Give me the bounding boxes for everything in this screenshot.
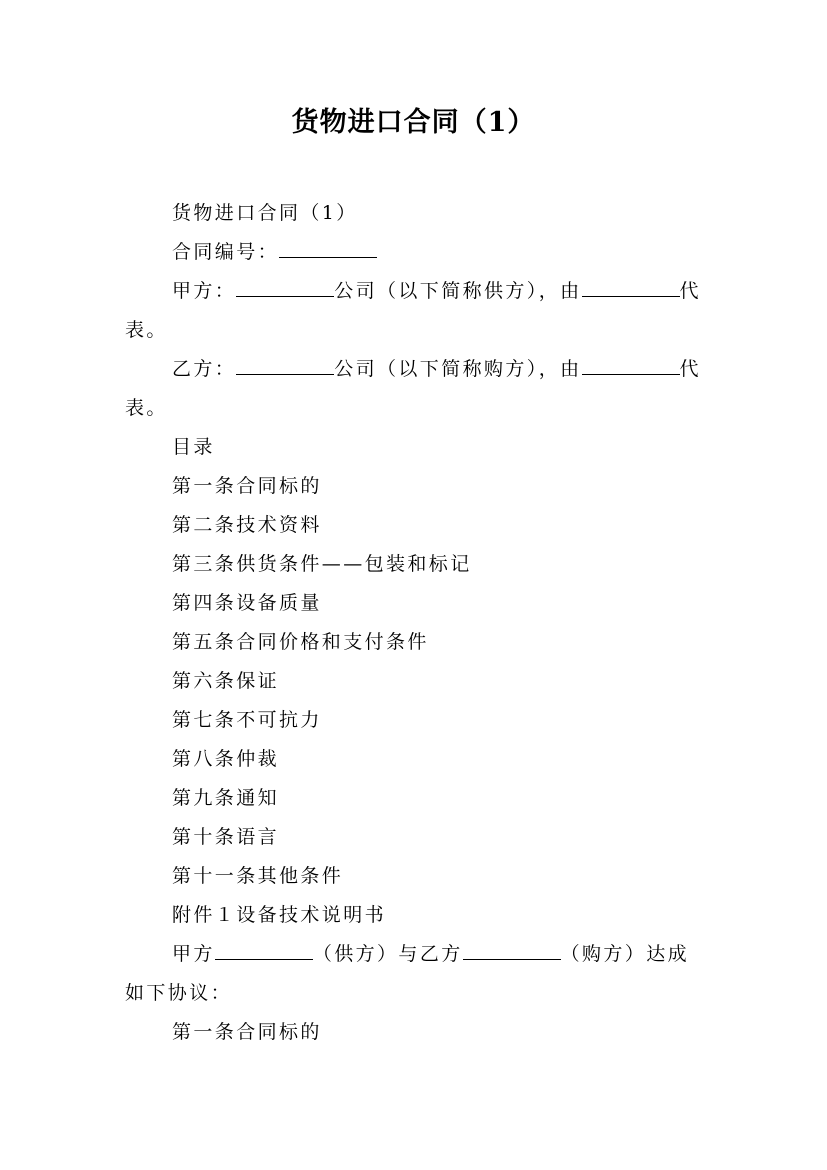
party-b-representative-blank (582, 358, 680, 375)
party-b-tail: 代表。 (125, 358, 701, 419)
toc-item: 第五条合同价格和支付条件 (172, 631, 429, 653)
toc-item: 第一条合同标的 (172, 475, 322, 497)
document-body (125, 194, 705, 1052)
toc-item: 第十一条其他条件 (172, 865, 344, 887)
toc-item: 第八条仲裁 (172, 748, 280, 770)
party-b-text: 公司（以下简称购方），由 (334, 358, 582, 380)
toc-item: 第六条保证 (172, 670, 280, 692)
toc-item: 第三条供货条件——包装和标记 (172, 553, 472, 575)
toc-item: 第十条语言 (172, 826, 280, 848)
paragraph-party-b (125, 350, 705, 428)
agreement-lead: 甲方 (172, 943, 215, 965)
contract-number-label: 合同编号： (172, 241, 280, 263)
paragraph-agreement (125, 935, 705, 1013)
supplier-blank (215, 943, 313, 960)
party-a-company-blank (236, 280, 334, 297)
paragraph-party-a (125, 272, 705, 350)
contract-number-blank (279, 241, 377, 258)
party-b-company-blank (236, 358, 334, 375)
toc-item: 附件１设备技术说明书 (172, 904, 387, 926)
buyer-blank (463, 943, 561, 960)
party-a-text: 公司（以下简称供方），由 (334, 280, 582, 302)
party-b-label: 乙方： (172, 358, 237, 380)
document-title: 货物进口合同（1） (291, 107, 536, 138)
paragraph-heading: 货物进口合同（1） (172, 202, 358, 224)
toc-item: 第四条设备质量 (172, 592, 322, 614)
party-a-representative-blank (582, 280, 680, 297)
toc-item: 第七条不可抗力 (172, 709, 322, 731)
party-a-tail: 代表。 (125, 280, 701, 341)
toc-heading: 目录 (172, 436, 215, 458)
toc-item: 第九条通知 (172, 787, 280, 809)
section-heading: 第一条合同标的 (172, 1021, 322, 1043)
agreement-tail: （购方）达成如下协议： (125, 943, 690, 1004)
paragraph-contract-number (125, 233, 705, 272)
party-a-label: 甲方： (172, 280, 237, 302)
toc-item: 第二条技术资料 (172, 514, 322, 536)
agreement-mid: （供方）与乙方 (312, 943, 463, 965)
